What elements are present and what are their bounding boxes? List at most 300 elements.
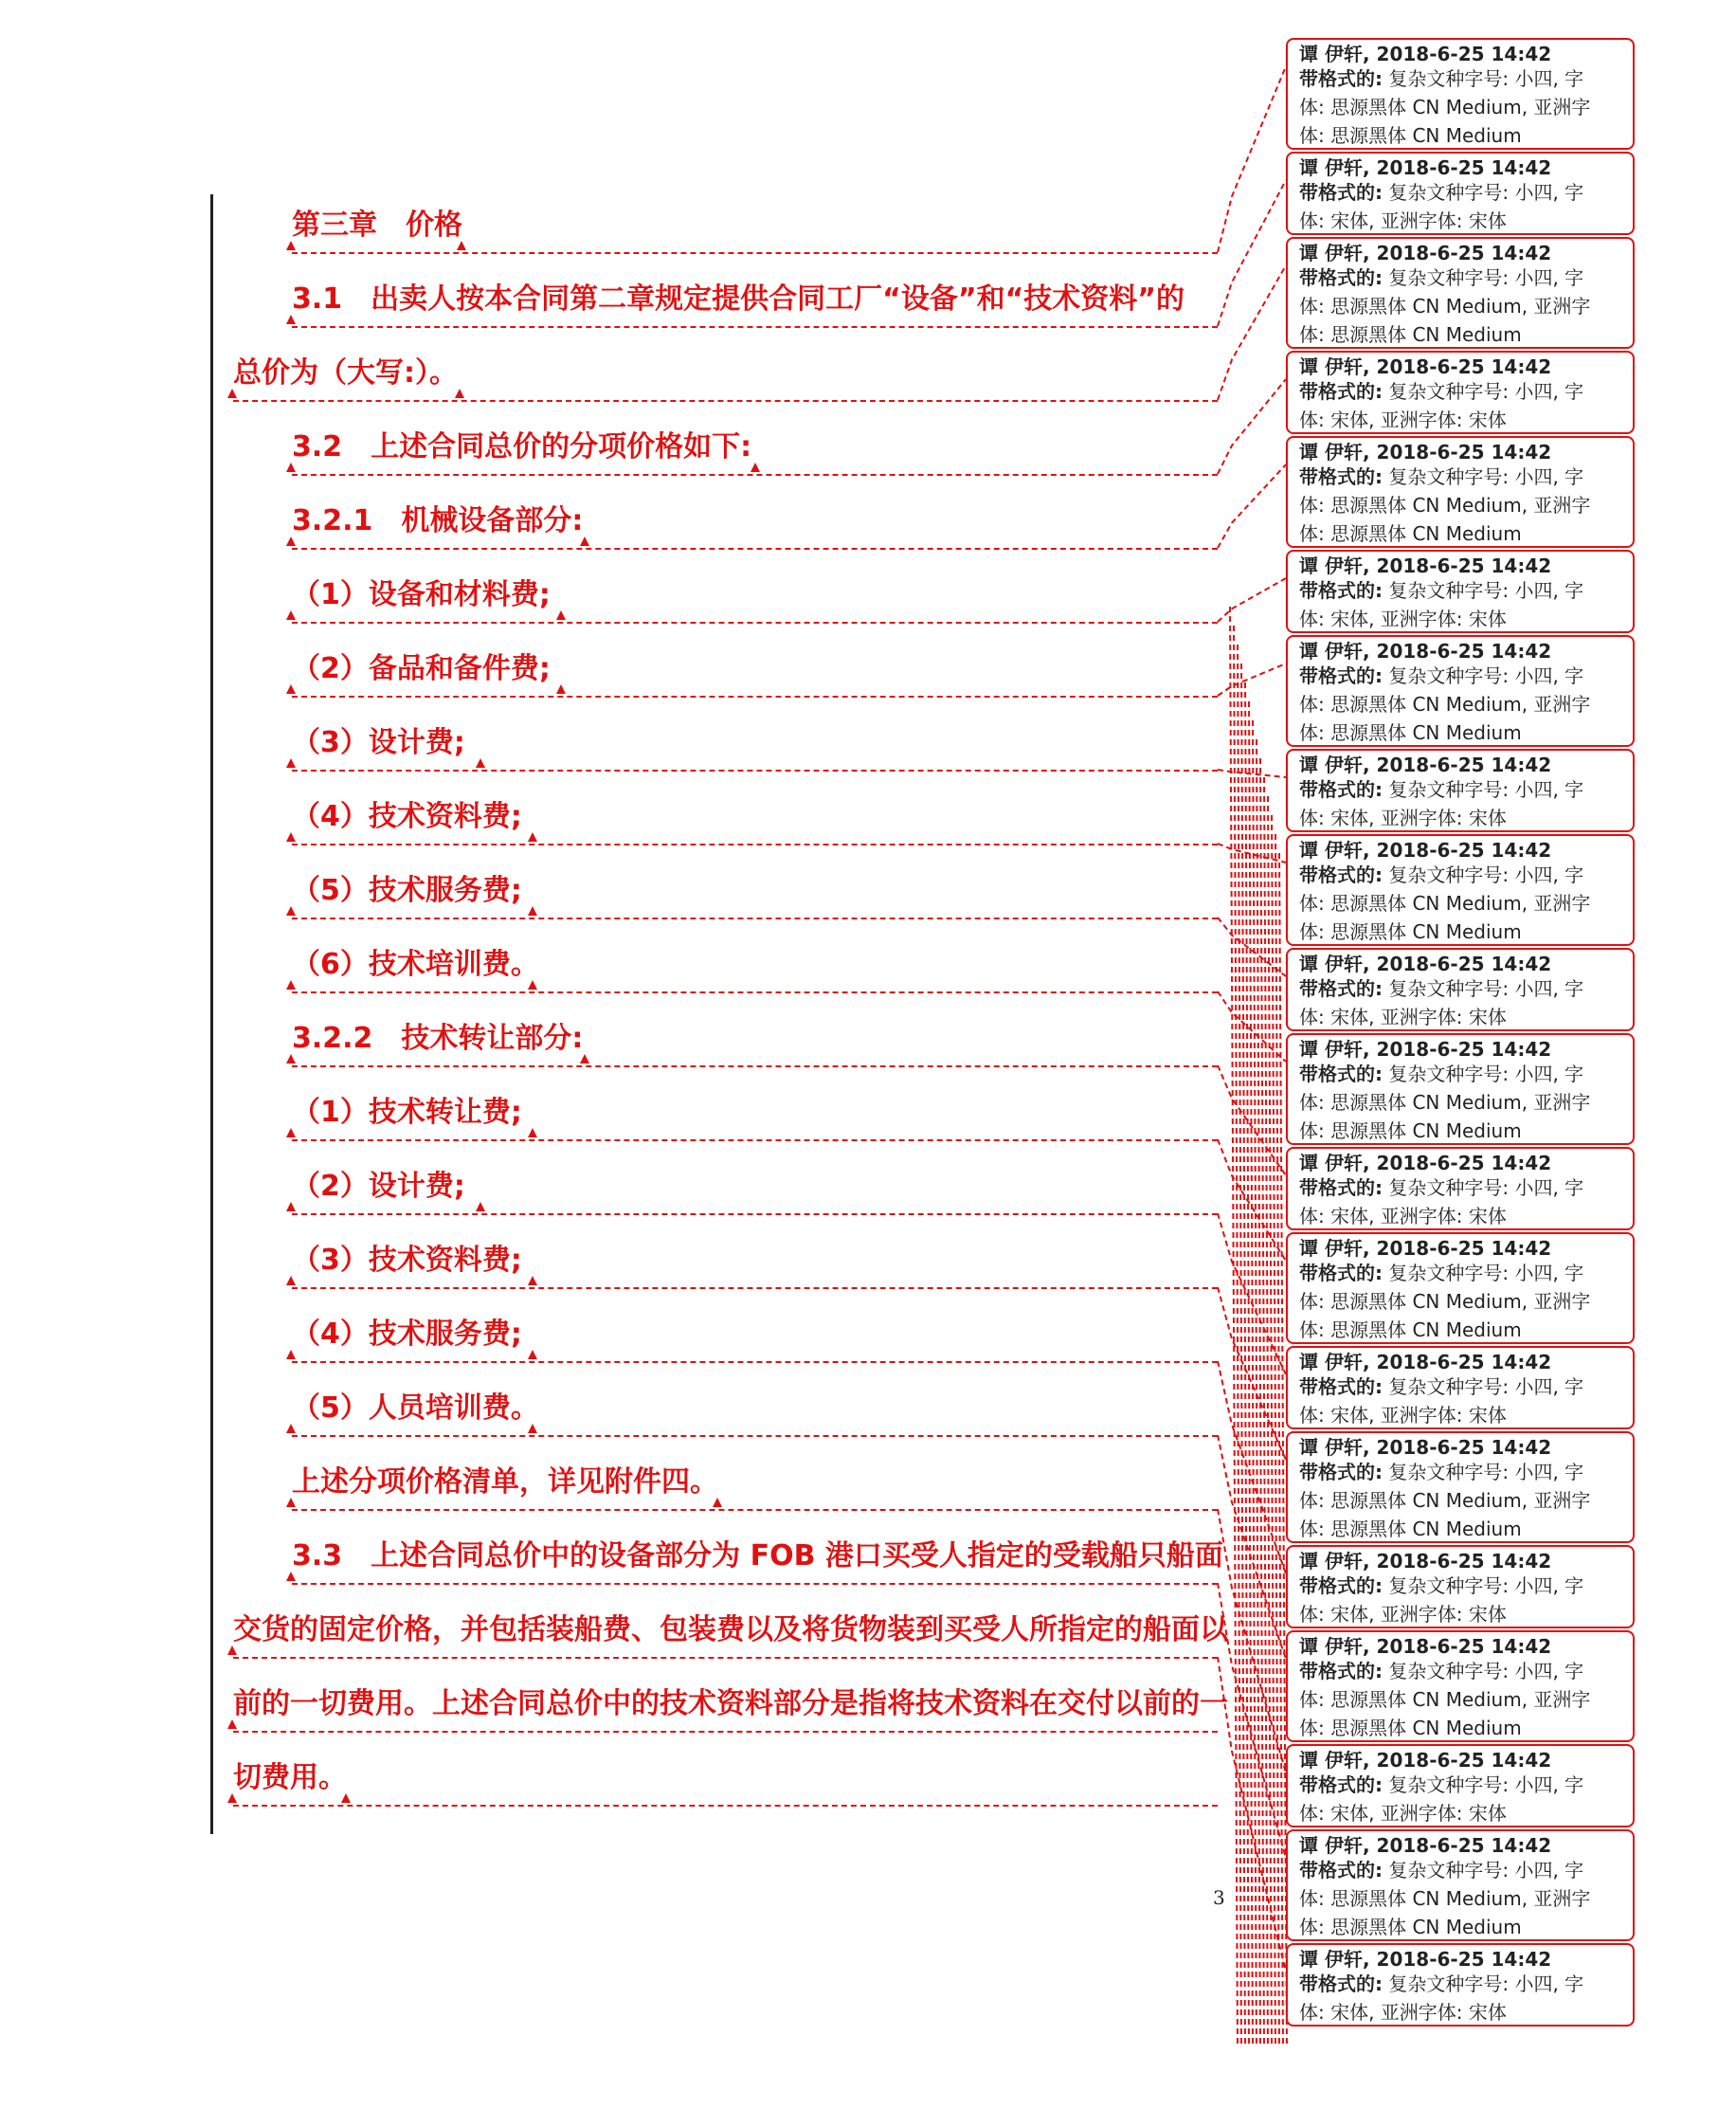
comment-line (1299, 1970, 1623, 1998)
comment-label: 带格式的: (1299, 1375, 1383, 1398)
comment-text: 复杂文种字号: 小四, 字 (1388, 1859, 1584, 1882)
paragraph-line: （6）技术培训费。 (292, 948, 539, 981)
format-anchor-marker (286, 684, 296, 694)
comment-balloon[interactable] (1286, 152, 1635, 235)
comment-leader-line (1218, 379, 1286, 474)
format-anchor-marker (457, 241, 466, 250)
format-range-underline (292, 696, 1218, 698)
paragraph-line: （4）技术服务费; (292, 1318, 522, 1351)
comment-line (1299, 974, 1623, 1003)
format-anchor-marker (286, 315, 296, 324)
comment-author: 谭 伊轩 (1299, 640, 1363, 663)
format-anchor-marker (227, 389, 237, 398)
comment-line (1299, 207, 1623, 235)
comment-text: 复杂文种字号: 小四, 字 (1388, 67, 1584, 90)
comment-leader-line (1257, 739, 1264, 2047)
comment-time: 14:42 (1491, 1635, 1552, 1658)
comment-header: 谭 伊轩, 2018-6-25 14:42 (1299, 1237, 1552, 1260)
comment-header: 谭 伊轩, 2018-6-25 14:42 (1299, 1550, 1552, 1573)
format-range-underline (292, 844, 1218, 845)
comment-header: 谭 伊轩, 2018-6-25 14:42 (1299, 953, 1552, 975)
comment-text: 体: 宋体, 亚洲字体: 宋体 (1299, 608, 1507, 630)
comment-time: 14:42 (1491, 242, 1552, 264)
comment-line (1299, 292, 1623, 320)
comment-label: 带格式的: (1299, 1859, 1383, 1882)
comment-date: 2018-6-25 (1376, 355, 1485, 378)
comment-line (1299, 1771, 1623, 1799)
comment-text: 体: 思源黑体 CN Medium, 亚洲字 (1299, 1091, 1591, 1114)
format-range-underline (292, 622, 1218, 624)
comment-label: 带格式的: (1299, 380, 1383, 403)
comment-author: 谭 伊轩 (1299, 1436, 1363, 1459)
format-range-underline (292, 548, 1218, 550)
comment-header: 谭 伊轩, 2018-6-25 14:42 (1299, 640, 1552, 663)
comment-line (1299, 1913, 1623, 1941)
comment-line (1299, 1515, 1623, 1543)
comment-author: 谭 伊轩 (1299, 754, 1363, 776)
comment-line (1299, 121, 1623, 150)
comment-date: 2018-6-25 (1376, 1351, 1485, 1373)
comment-text: 复杂文种字号: 小四, 字 (1388, 1461, 1584, 1483)
comment-date: 2018-6-25 (1376, 1948, 1485, 1971)
comment-time: 14:42 (1491, 953, 1552, 975)
comment-line (1299, 93, 1623, 121)
comment-text: 复杂文种字号: 小四, 字 (1388, 1574, 1584, 1597)
format-range-underline (292, 770, 1218, 772)
format-anchor-marker (227, 1719, 237, 1729)
comment-author: 谭 伊轩 (1299, 953, 1363, 975)
comment-time: 14:42 (1491, 1237, 1552, 1260)
comment-time: 14:42 (1491, 1749, 1552, 1772)
paragraph-line: （2）设计费; (292, 1170, 465, 1203)
comment-text: 体: 思源黑体 CN Medium, 亚洲字 (1299, 892, 1591, 915)
comment-header: 谭 伊轩, 2018-6-25 14:42 (1299, 156, 1552, 179)
format-anchor-marker (227, 1793, 237, 1803)
paragraph-line: （5）人员培训费。 (292, 1391, 539, 1425)
comment-author: 谭 伊轩 (1299, 43, 1363, 65)
comment-label: 带格式的: (1299, 266, 1383, 289)
comment-author: 谭 伊轩 (1299, 1635, 1363, 1658)
format-anchor-marker (286, 1054, 296, 1064)
comment-line (1299, 1259, 1623, 1287)
comment-balloon[interactable] (1286, 237, 1635, 349)
format-anchor-marker (286, 1424, 296, 1433)
format-range-underline (292, 1287, 1218, 1289)
paragraph-line: 切费用。 (233, 1761, 347, 1794)
comment-time: 14:42 (1491, 441, 1552, 464)
comment-header: 谭 伊轩, 2018-6-25 14:42 (1299, 441, 1552, 464)
comment-label: 带格式的: (1299, 181, 1383, 204)
comment-header: 谭 伊轩, 2018-6-25 14:42 (1299, 1749, 1552, 1772)
comment-line (1299, 1088, 1623, 1117)
comment-label: 带格式的: (1299, 1773, 1383, 1796)
comment-balloon[interactable] (1286, 1147, 1635, 1230)
comment-time: 14:42 (1491, 1152, 1552, 1174)
comment-text: 体: 宋体, 亚洲字体: 宋体 (1299, 209, 1507, 232)
comment-line (1299, 1003, 1623, 1031)
comment-balloon[interactable] (1286, 1431, 1635, 1543)
comment-text: 体: 思源黑体 CN Medium, 亚洲字 (1299, 1290, 1591, 1313)
comment-line (1299, 320, 1623, 349)
comment-text: 体: 思源黑体 CN Medium (1299, 323, 1522, 346)
comment-text: 复杂文种字号: 小四, 字 (1388, 864, 1584, 886)
comment-author: 谭 伊轩 (1299, 1834, 1363, 1857)
comment-leader-line (1241, 664, 1249, 2047)
comment-text: 复杂文种字号: 小四, 字 (1388, 778, 1584, 801)
format-anchor-marker (227, 1645, 237, 1655)
comment-text: 复杂文种字号: 小四, 字 (1388, 1262, 1584, 1284)
comment-time: 14:42 (1491, 754, 1552, 776)
format-anchor-marker (556, 684, 566, 694)
comment-text: 体: 宋体, 亚洲字体: 宋体 (1299, 1006, 1507, 1028)
paragraph-line: 3.2.1 机械设备部分: (292, 504, 584, 537)
format-anchor-marker (286, 463, 296, 472)
comment-date: 2018-6-25 (1376, 839, 1485, 862)
format-anchor-marker (528, 906, 537, 916)
comment-balloon[interactable] (1286, 1744, 1635, 1827)
format-range-underline (292, 1583, 1218, 1585)
comment-author: 谭 伊轩 (1299, 1152, 1363, 1174)
comment-leader-line (1218, 578, 1286, 622)
comment-text: 体: 宋体, 亚洲字体: 宋体 (1299, 807, 1507, 829)
page-number: 3 (1213, 1886, 1225, 1909)
paragraph-line: （3）技术资料费; (292, 1244, 522, 1277)
comment-text: 体: 思源黑体 CN Medium (1299, 1717, 1522, 1739)
comment-author: 谭 伊轩 (1299, 1351, 1363, 1373)
comment-text: 体: 宋体, 亚洲字体: 宋体 (1299, 1802, 1507, 1825)
comment-date: 2018-6-25 (1376, 640, 1485, 663)
comment-leader-line (1234, 626, 1241, 2047)
format-range-underline (292, 326, 1218, 328)
comment-line (1299, 264, 1623, 292)
comment-balloon[interactable] (1286, 1033, 1635, 1145)
comment-header: 谭 伊轩, 2018-6-25 14:42 (1299, 1436, 1552, 1459)
format-range-underline (292, 918, 1218, 919)
comment-line (1299, 1856, 1623, 1884)
format-range-underline (292, 1065, 1218, 1067)
comment-balloon[interactable] (1286, 1545, 1635, 1628)
comment-date: 2018-6-25 (1376, 953, 1485, 975)
comment-text: 体: 思源黑体 CN Medium (1299, 124, 1522, 147)
comment-date: 2018-6-25 (1376, 1152, 1485, 1174)
comment-text: 体: 思源黑体 CN Medium, 亚洲字 (1299, 1688, 1591, 1711)
comment-header: 谭 伊轩, 2018-6-25 14:42 (1299, 554, 1552, 577)
comment-text: 复杂文种字号: 小四, 字 (1388, 579, 1584, 602)
comment-text: 复杂文种字号: 小四, 字 (1388, 1063, 1584, 1085)
comment-text: 体: 思源黑体 CN Medium, 亚洲字 (1299, 295, 1591, 318)
comment-label: 带格式的: (1299, 579, 1383, 602)
comment-time: 14:42 (1491, 1351, 1552, 1373)
comment-line (1299, 804, 1623, 832)
format-anchor-marker (341, 1793, 351, 1803)
comment-balloon[interactable] (1286, 351, 1635, 434)
paragraph-line: （4）技术资料费; (292, 800, 522, 833)
format-range-underline (292, 991, 1218, 993)
comment-text: 体: 思源黑体 CN Medium (1299, 1318, 1522, 1341)
comment-leader-line (1218, 770, 1286, 777)
format-anchor-marker (556, 610, 566, 620)
comment-line (1299, 1060, 1623, 1088)
comment-line (1299, 1998, 1623, 2027)
format-anchor-marker (476, 1202, 485, 1211)
comment-header: 谭 伊轩, 2018-6-25 14:42 (1299, 1038, 1552, 1061)
comment-text: 体: 思源黑体 CN Medium (1299, 1916, 1522, 1938)
format-anchor-marker (528, 1276, 537, 1285)
comment-header: 谭 伊轩, 2018-6-25 14:42 (1299, 242, 1552, 264)
comment-header: 谭 伊轩, 2018-6-25 14:42 (1299, 1635, 1552, 1658)
format-anchor-marker (286, 1202, 296, 1211)
format-anchor-marker (580, 1054, 589, 1064)
format-anchor-marker (286, 758, 296, 768)
comment-header: 谭 伊轩, 2018-6-25 14:42 (1299, 1834, 1552, 1857)
paragraph-line: （1）设备和材料费; (292, 578, 551, 611)
format-anchor-marker (286, 1276, 296, 1285)
comment-text: 体: 思源黑体 CN Medium, 亚洲字 (1299, 1887, 1591, 1910)
comment-text: 复杂文种字号: 小四, 字 (1388, 465, 1584, 488)
comment-author: 谭 伊轩 (1299, 554, 1363, 577)
comment-label: 带格式的: (1299, 465, 1383, 488)
comment-author: 谭 伊轩 (1299, 1237, 1363, 1260)
paragraph-line: 3.1 出卖人按本合同第二章规定提供合同工厂“设备”和“技术资料”的 (292, 282, 1185, 316)
format-range-underline (233, 1657, 1218, 1659)
format-anchor-marker (286, 610, 296, 620)
comment-date: 2018-6-25 (1376, 1749, 1485, 1772)
comment-line (1299, 1117, 1623, 1145)
comment-author: 谭 伊轩 (1299, 156, 1363, 179)
comment-time: 14:42 (1491, 355, 1552, 378)
comment-date: 2018-6-25 (1376, 754, 1485, 776)
paragraph-line: 前的一切费用。上述合同总价中的技术资料部分是指将技术资料在交付以前的一 (233, 1687, 1228, 1720)
comment-date: 2018-6-25 (1376, 441, 1485, 464)
comment-text: 体: 思源黑体 CN Medium (1299, 721, 1522, 744)
comment-text: 体: 思源黑体 CN Medium (1299, 1518, 1522, 1540)
comment-label: 带格式的: (1299, 977, 1383, 1000)
comment-date: 2018-6-25 (1376, 1436, 1485, 1459)
comment-date: 2018-6-25 (1376, 1635, 1485, 1658)
comment-date: 2018-6-25 (1376, 43, 1485, 65)
comment-balloon[interactable] (1286, 1630, 1635, 1742)
comment-text: 复杂文种字号: 小四, 字 (1388, 181, 1584, 204)
paragraph-line: （1）技术转让费; (292, 1096, 522, 1129)
format-range-underline (292, 1509, 1218, 1511)
comment-label: 带格式的: (1299, 778, 1383, 801)
comment-line (1299, 1600, 1623, 1628)
format-range-underline (292, 1139, 1218, 1141)
comment-balloon[interactable] (1286, 1232, 1635, 1344)
comment-time: 14:42 (1491, 43, 1552, 65)
comment-line (1299, 861, 1623, 889)
comment-text: 复杂文种字号: 小四, 字 (1388, 664, 1584, 687)
comment-line (1299, 1373, 1623, 1401)
paragraph-line: （5）技术服务费; (292, 874, 522, 907)
format-anchor-marker (750, 463, 760, 472)
comment-date: 2018-6-25 (1376, 554, 1485, 577)
comment-text: 复杂文种字号: 小四, 字 (1388, 1176, 1584, 1199)
comment-balloon[interactable] (1286, 948, 1635, 1031)
comment-author: 谭 伊轩 (1299, 1550, 1363, 1573)
comment-time: 14:42 (1491, 1550, 1552, 1573)
comment-header: 谭 伊轩, 2018-6-25 14:42 (1299, 1351, 1552, 1373)
comment-text: 体: 宋体, 亚洲字体: 宋体 (1299, 1404, 1507, 1427)
comment-line (1299, 64, 1623, 93)
comment-line (1299, 1316, 1623, 1344)
comment-header: 谭 伊轩, 2018-6-25 14:42 (1299, 355, 1552, 378)
comment-leader-line (1218, 991, 1286, 1062)
format-range-underline (292, 474, 1218, 476)
comment-line (1299, 576, 1623, 605)
comment-line (1299, 1714, 1623, 1742)
comment-author: 谭 伊轩 (1299, 355, 1363, 378)
comment-author: 谭 伊轩 (1299, 441, 1363, 464)
comment-balloon[interactable] (1286, 834, 1635, 946)
format-anchor-marker (713, 1498, 722, 1507)
format-range-underline (233, 1731, 1218, 1733)
comment-leader-line (1218, 464, 1286, 548)
comment-time: 14:42 (1491, 1038, 1552, 1061)
comment-line (1299, 1799, 1623, 1827)
format-range-underline (292, 1361, 1218, 1363)
comment-line (1299, 491, 1623, 519)
format-range-underline (233, 1805, 1218, 1807)
comment-balloon[interactable] (1286, 1346, 1635, 1429)
comment-balloon[interactable] (1286, 635, 1635, 747)
comment-time: 14:42 (1491, 640, 1552, 663)
comment-text: 复杂文种字号: 小四, 字 (1388, 1375, 1584, 1398)
comment-line (1299, 1572, 1623, 1600)
comment-label: 带格式的: (1299, 67, 1383, 90)
comment-line (1299, 1486, 1623, 1515)
paragraph-line: 上述分项价格清单，详见附件四。 (292, 1465, 718, 1499)
comment-text: 体: 思源黑体 CN Medium, 亚洲字 (1299, 494, 1591, 517)
format-anchor-marker (528, 1128, 537, 1137)
comment-text: 体: 宋体, 亚洲字体: 宋体 (1299, 1603, 1507, 1626)
format-anchor-marker (455, 389, 464, 398)
comment-author: 谭 伊轩 (1299, 1948, 1363, 1971)
comment-date: 2018-6-25 (1376, 1550, 1485, 1573)
comment-header: 谭 伊轩, 2018-6-25 14:42 (1299, 43, 1552, 65)
comment-label: 带格式的: (1299, 1660, 1383, 1682)
comment-line (1299, 690, 1623, 718)
comment-line (1299, 918, 1623, 946)
comment-balloon[interactable] (1286, 1943, 1635, 2027)
comment-line (1299, 662, 1623, 690)
comment-line (1299, 1685, 1623, 1714)
comment-line (1299, 1287, 1623, 1316)
comment-line (1299, 1401, 1623, 1429)
format-anchor-marker (286, 1572, 296, 1581)
format-anchor-marker (528, 832, 537, 842)
comment-label: 带格式的: (1299, 1461, 1383, 1483)
comment-header: 谭 伊轩, 2018-6-25 14:42 (1299, 1152, 1552, 1174)
comment-balloon[interactable] (1286, 436, 1635, 548)
comment-time: 14:42 (1491, 554, 1552, 577)
format-anchor-marker (476, 758, 485, 768)
comment-author: 谭 伊轩 (1299, 839, 1363, 862)
comment-text: 体: 宋体, 亚洲字体: 宋体 (1299, 409, 1507, 431)
comment-leader-line (1218, 664, 1286, 696)
format-anchor-marker (286, 906, 296, 916)
comment-text: 体: 思源黑体 CN Medium, 亚洲字 (1299, 1489, 1591, 1512)
comment-text: 体: 宋体, 亚洲字体: 宋体 (1299, 1205, 1507, 1227)
format-anchor-marker (286, 1128, 296, 1137)
comment-label: 带格式的: (1299, 664, 1383, 687)
paragraph-line: 第三章 价格 (292, 209, 462, 242)
format-anchor-marker (286, 536, 296, 546)
comment-balloon[interactable] (1286, 1829, 1635, 1941)
paragraph-line: 3.2 上述合同总价的分项价格如下: (292, 430, 752, 464)
format-anchor-marker (286, 980, 296, 990)
comment-leader-line (1253, 720, 1260, 2047)
comment-text: 体: 思源黑体 CN Medium (1299, 920, 1522, 943)
comment-author: 谭 伊轩 (1299, 1749, 1363, 1772)
comment-text: 体: 思源黑体 CN Medium, 亚洲字 (1299, 96, 1591, 118)
comment-label: 带格式的: (1299, 1972, 1383, 1995)
comment-leader-line (1218, 180, 1286, 326)
comment-text: 体: 宋体, 亚洲字体: 宋体 (1299, 2001, 1507, 2024)
comment-time: 14:42 (1491, 1948, 1552, 1971)
comment-leader-line (1218, 66, 1286, 252)
comment-text: 体: 思源黑体 CN Medium, 亚洲字 (1299, 693, 1591, 716)
comment-author: 谭 伊轩 (1299, 242, 1363, 264)
comment-balloon[interactable] (1286, 38, 1635, 150)
comment-line (1299, 718, 1623, 747)
comment-leader-line (1230, 607, 1238, 2047)
comment-line (1299, 889, 1623, 918)
format-anchor-marker (286, 832, 296, 842)
format-range-underline (292, 252, 1218, 254)
format-range-underline (292, 1435, 1218, 1437)
format-anchor-marker (528, 980, 537, 990)
comment-line (1299, 1173, 1623, 1202)
comment-time: 14:42 (1491, 1834, 1552, 1857)
format-range-underline (233, 400, 1218, 402)
comment-time: 14:42 (1491, 156, 1552, 179)
comment-text: 体: 思源黑体 CN Medium (1299, 1119, 1522, 1142)
comment-text: 复杂文种字号: 小四, 字 (1388, 1660, 1584, 1682)
comment-label: 带格式的: (1299, 864, 1383, 886)
format-anchor-marker (286, 1498, 296, 1507)
format-anchor-marker (528, 1350, 537, 1359)
format-anchor-marker (580, 536, 589, 546)
comment-date: 2018-6-25 (1376, 156, 1485, 179)
comment-line (1299, 1458, 1623, 1486)
paragraph-line: 3.3 上述合同总价中的设备部分为 FOB 港口买受人指定的受载船只船面 (292, 1539, 1223, 1573)
paragraph-line: （2）备品和备件费; (292, 652, 551, 685)
paragraph-line: 3.2.2 技术转让部分: (292, 1022, 584, 1055)
comment-line (1299, 519, 1623, 548)
comment-time: 14:42 (1491, 839, 1552, 862)
comment-text: 复杂文种字号: 小四, 字 (1388, 380, 1584, 403)
comment-balloon[interactable] (1286, 550, 1635, 633)
comment-line (1299, 605, 1623, 633)
comment-label: 带格式的: (1299, 1176, 1383, 1199)
comment-line (1299, 1884, 1623, 1913)
comment-leader-line (1238, 645, 1245, 2047)
comment-line (1299, 377, 1623, 406)
comment-text: 复杂文种字号: 小四, 字 (1388, 266, 1584, 289)
comment-author: 谭 伊轩 (1299, 1038, 1363, 1061)
comment-date: 2018-6-25 (1376, 1038, 1485, 1061)
format-anchor-marker (286, 241, 296, 250)
comment-text: 复杂文种字号: 小四, 字 (1388, 1773, 1584, 1796)
comment-line (1299, 1202, 1623, 1230)
format-anchor-marker (528, 1424, 537, 1433)
comment-line (1299, 178, 1623, 207)
comment-balloon[interactable] (1286, 749, 1635, 832)
paragraph-line: （3）设计费; (292, 726, 465, 759)
format-range-underline (292, 1213, 1218, 1215)
comment-leader-line (1218, 1361, 1286, 1573)
